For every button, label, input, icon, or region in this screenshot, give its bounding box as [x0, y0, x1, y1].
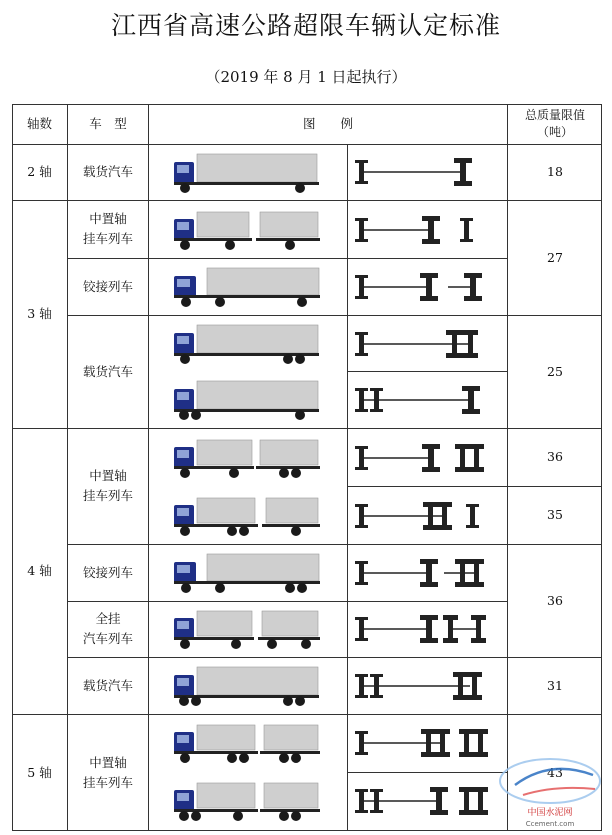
axle-diagram-articulated-3axle — [352, 267, 502, 307]
header-limit-line2: （吨） — [536, 125, 573, 139]
limit-value: 36 — [547, 592, 563, 608]
axle-group-3: 3 轴 — [27, 306, 52, 321]
axle-group-2: 2 轴 — [27, 164, 52, 179]
header-limit-line1: 总质量限值 — [524, 108, 585, 122]
axle-diagram-articulated-4axle — [352, 553, 502, 593]
header-type: 车 型 — [89, 116, 127, 131]
axle-group-4: 4 轴 — [27, 563, 52, 578]
limit-value: 27 — [547, 249, 563, 265]
truck-illustration-articulated-4axle — [172, 551, 322, 595]
axle-diagram-truck-4axle — [352, 666, 502, 706]
vehicle-type-center-axle-trailer-4axle: 中置轴 挂车列车 — [82, 468, 133, 503]
watermark-logo — [495, 755, 605, 829]
axle-diagram-truck-3axle-a — [352, 324, 502, 364]
truck-illustration-full-trailer-4axle — [172, 607, 322, 651]
truck-illustration-center-axle-trailer-5axle-b — [172, 779, 322, 823]
truck-illustration-center-axle-trailer-4axle-a — [172, 436, 322, 480]
limit-value: 36 — [547, 449, 563, 464]
header-illustration: 图 例 — [302, 116, 353, 131]
standards-table — [12, 104, 602, 831]
limit-value: 35 — [547, 507, 563, 522]
vehicle-type-center-axle-trailer-5axle: 中置轴 挂车列车 — [82, 754, 133, 790]
truck-illustration-articulated-3axle — [172, 265, 322, 309]
axle-diagram-center-axle-trailer-5axle-a — [352, 723, 502, 763]
axle-diagram-2axle — [352, 152, 502, 192]
truck-illustration-2axle — [172, 151, 322, 195]
truck-illustration-center-axle-trailer-3axle — [172, 208, 322, 252]
vehicle-type-articulated-4axle: 铰接列车 — [82, 564, 133, 580]
page-title: 江西省高速公路超限车辆认定标准 — [110, 11, 501, 40]
header-limit — [508, 104, 602, 144]
watermark-line2: Ccement.com — [525, 820, 575, 828]
limit-value: 43 — [547, 764, 563, 780]
vehicle-type-articulated-3axle: 铰接列车 — [82, 278, 133, 294]
page-subtitle: （2019 年 8 月 1 日起执行） — [205, 68, 407, 86]
header-axles: 轴数 — [26, 116, 52, 131]
truck-illustration-center-axle-trailer-4axle-b — [172, 494, 322, 538]
axle-diagram-center-axle-trailer-5axle-b — [352, 781, 502, 821]
axle-diagram-full-trailer-4axle — [352, 609, 502, 649]
vehicle-type-full-trailer-4axle: 全挂 汽车列车 — [82, 611, 133, 646]
vehicle-type-truck-4axle: 载货汽车 — [82, 677, 133, 693]
truck-illustration-truck-3axle-a — [172, 322, 322, 366]
truck-illustration-truck-4axle — [172, 664, 322, 708]
limit-value: 18 — [547, 164, 563, 179]
vehicle-type-center-axle-trailer-3axle: 中置轴 挂车列车 — [82, 211, 133, 246]
truck-illustration-center-axle-trailer-5axle-a — [172, 721, 322, 765]
axle-diagram-center-axle-trailer-4axle-a — [352, 438, 502, 478]
limit-value: 25 — [547, 363, 563, 379]
truck-illustration-truck-3axle-b — [172, 378, 322, 422]
axle-diagram-center-axle-trailer-3axle — [352, 210, 502, 250]
watermark-line1: 中国水泥网 — [527, 808, 573, 818]
limit-value: 31 — [547, 677, 563, 693]
vehicle-type-truck-2axle: 载货汽车 — [82, 164, 133, 179]
vehicle-type-truck-3axle: 载货汽车 — [82, 363, 133, 379]
axle-group-5: 5 轴 — [27, 764, 52, 780]
axle-diagram-truck-3axle-b — [352, 380, 502, 420]
axle-diagram-center-axle-trailer-4axle-b — [352, 496, 502, 536]
